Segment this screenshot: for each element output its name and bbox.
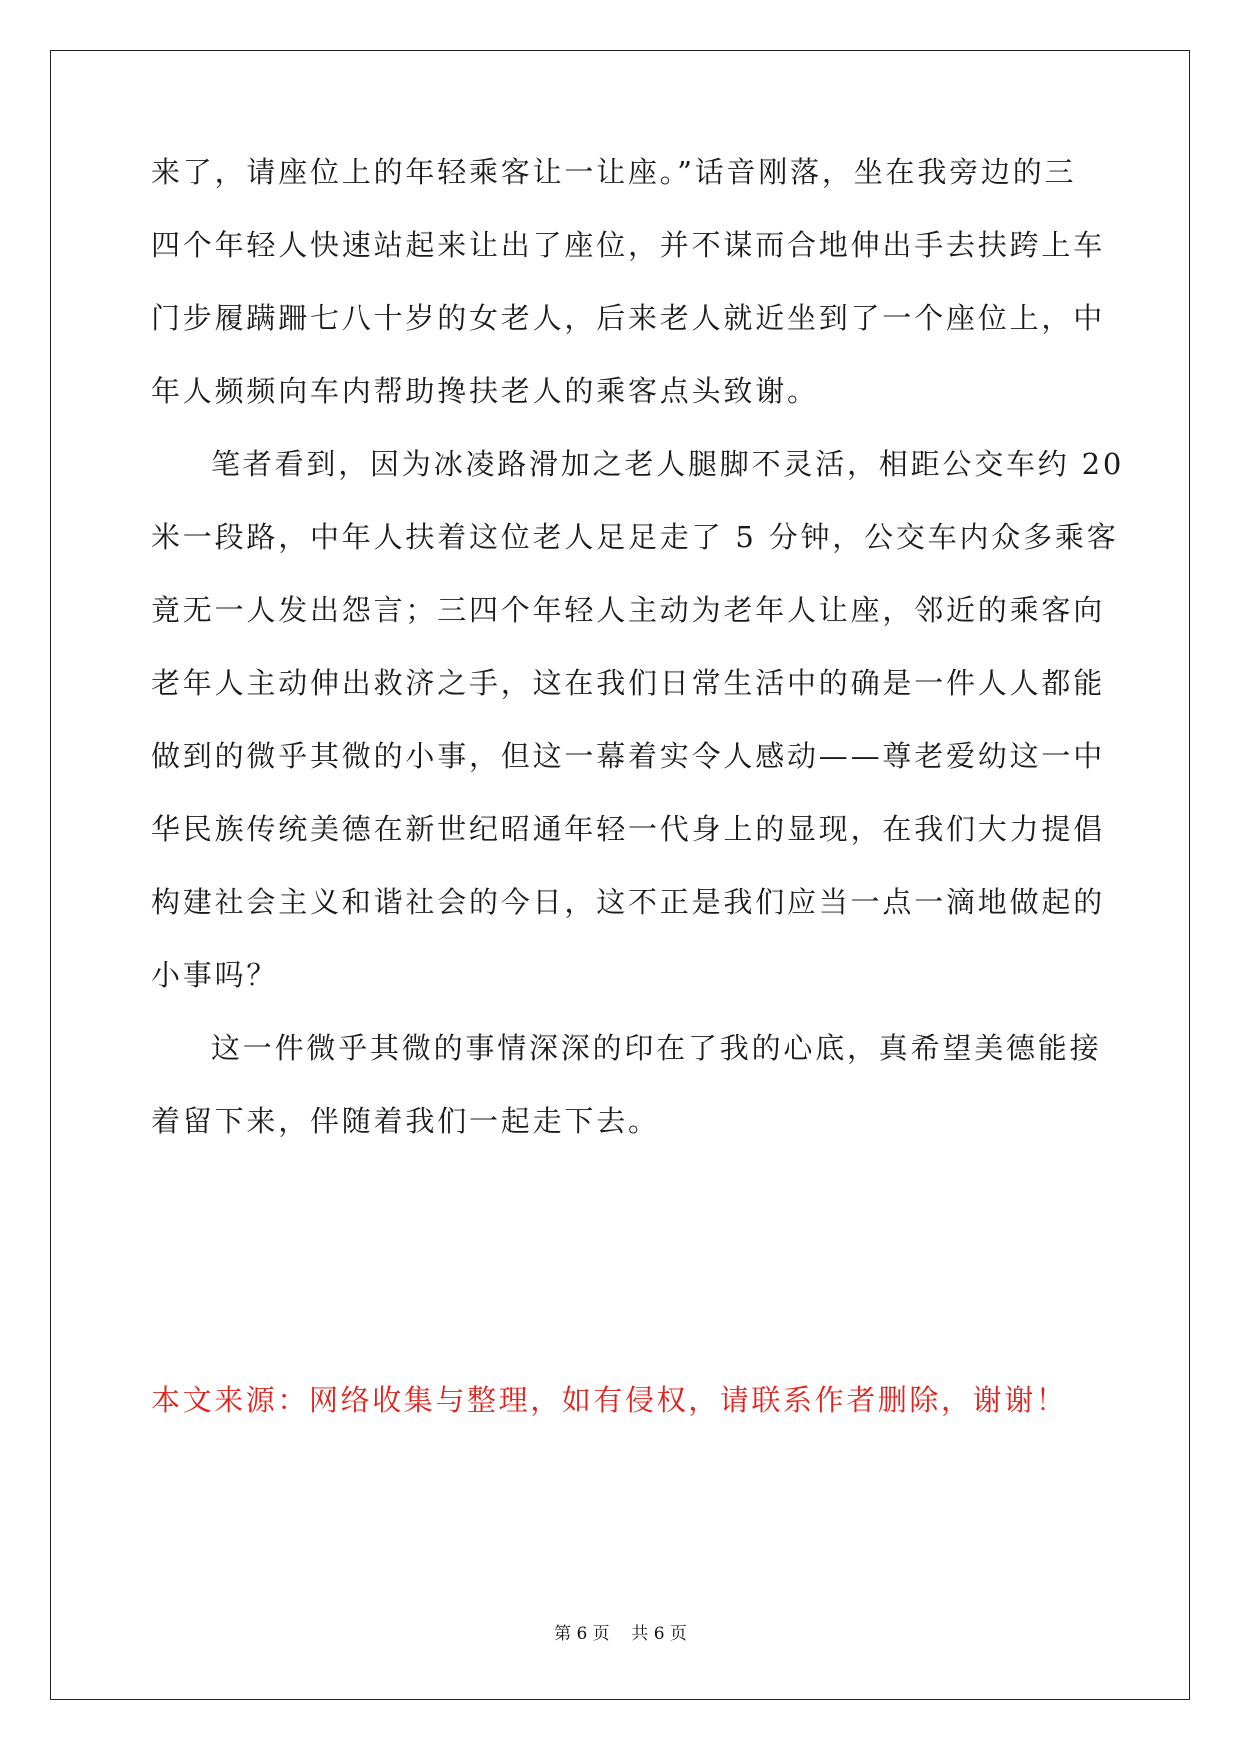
paragraph-2-line-1: 笔者看到，因为冰凌路滑加之老人腿脚不灵活，相距公交车约 20 [211,447,1125,481]
paragraph-3-line-1: 这一件微乎其微的事情深深的印在了我的心底，真希望美德能接 [211,1031,1102,1065]
paragraph-1-line-1: 来了，请座位上的年轻乘客让一让座。”话音刚落，坐在我旁边的三 [151,155,1077,189]
paragraph-2-line-2: 米一段路，中年人扶着这位老人足足走了 5 分钟，公交车内众多乘客 [151,520,1119,554]
paragraph-2-line-6: 华民族传统美德在新世纪昭通年轻一代身上的显现，在我们大力提倡 [151,812,1106,846]
page-number: 第 6 页 共 6 页 [554,1624,687,1644]
paragraph-2-line-5: 做到的微乎其微的小事，但这一幕着实令人感动——尊老爱幼这一中 [151,739,1106,773]
paragraph-2-line-7: 构建社会主义和谐社会的今日，这不正是我们应当一点一滴地做起的 [151,885,1106,919]
paragraph-2-line-4: 老年人主动伸出救济之手，这在我们日常生活中的确是一件人人都能 [151,666,1106,700]
paragraph-2-line-8: 小事吗？ [151,958,279,992]
paragraph-3-line-2: 着留下来，伴随着我们一起走下去。 [151,1104,660,1138]
paragraph-1-line-4: 年人频频向车内帮助搀扶老人的乘客点头致谢。 [151,374,819,408]
paragraph-1-line-2: 四个年轻人快速站起来让出了座位，并不谋而合地伸出手去扶跨上车 [151,228,1106,262]
paragraph-2-line-3: 竟无一人发出怨言；三四个年轻人主动为老年人让座，邻近的乘客向 [151,593,1106,627]
paragraph-1-line-3: 门步履蹒跚七八十岁的女老人，后来老人就近坐到了一个座位上，中 [151,301,1106,335]
source-note: 本文来源：网络收集与整理，如有侵权，请联系作者删除，谢谢！ [151,1383,1068,1417]
